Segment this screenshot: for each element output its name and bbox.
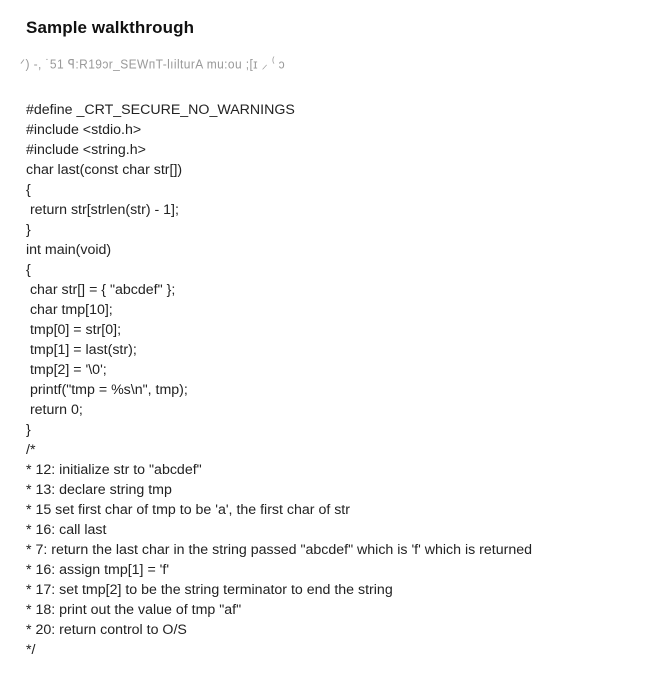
code-line: tmp[0] = str[0];: [26, 322, 122, 338]
page-title: Sample walkthrough: [26, 18, 195, 37]
code-line: char str[] = { "abcdef" };: [26, 282, 176, 298]
garbled-text-line: ᐟ) -, ˙51 ꟼ:R19ɔr_SEWᴨT-lıilturA mu:ou ;[ɪ ⸝ ⁽ ɔ: [20, 56, 286, 72]
code-line: return 0;: [26, 402, 83, 418]
code-line: /*: [26, 442, 36, 458]
code-line: {: [26, 262, 31, 278]
code-line: * 7: return the last char in the string passed "abcdef" which is 'f' which is returned: [26, 542, 532, 558]
code-line: * 20: return control to O/S: [26, 622, 187, 638]
code-line: char tmp[10];: [26, 302, 113, 318]
code-line: tmp[2] = '\0';: [26, 362, 107, 378]
code-line: int main(void): [26, 242, 112, 258]
code-line: * 17: set tmp[2] to be the string terminator to end the string: [26, 582, 393, 598]
code-line: }: [26, 422, 31, 438]
code-line: return str[strlen(str) - 1];: [26, 202, 179, 218]
code-line: * 18: print out the value of tmp "af": [26, 602, 242, 618]
code-line: */: [26, 642, 36, 658]
code-line: {: [26, 182, 31, 198]
code-line: tmp[1] = last(str);: [26, 342, 137, 358]
code-listing: [26, 100, 626, 660]
code-line: #include <string.h>: [26, 142, 146, 158]
code-line: #define _CRT_SECURE_NO_WARNINGS: [26, 102, 295, 118]
code-line: printf("tmp = %s\n", tmp);: [26, 382, 188, 398]
code-line: * 16: assign tmp[1] = 'f': [26, 562, 170, 578]
code-line: * 15 set first char of tmp to be 'a', the first char of str: [26, 502, 350, 518]
code-line: * 16: call last: [26, 522, 107, 538]
code-line: * 12: initialize str to "abcdef": [26, 462, 202, 478]
code-line: }: [26, 222, 31, 238]
code-line: #include <stdio.h>: [26, 122, 142, 138]
code-line: char last(const char str[]): [26, 162, 183, 178]
code-line: * 13: declare string tmp: [26, 482, 172, 498]
